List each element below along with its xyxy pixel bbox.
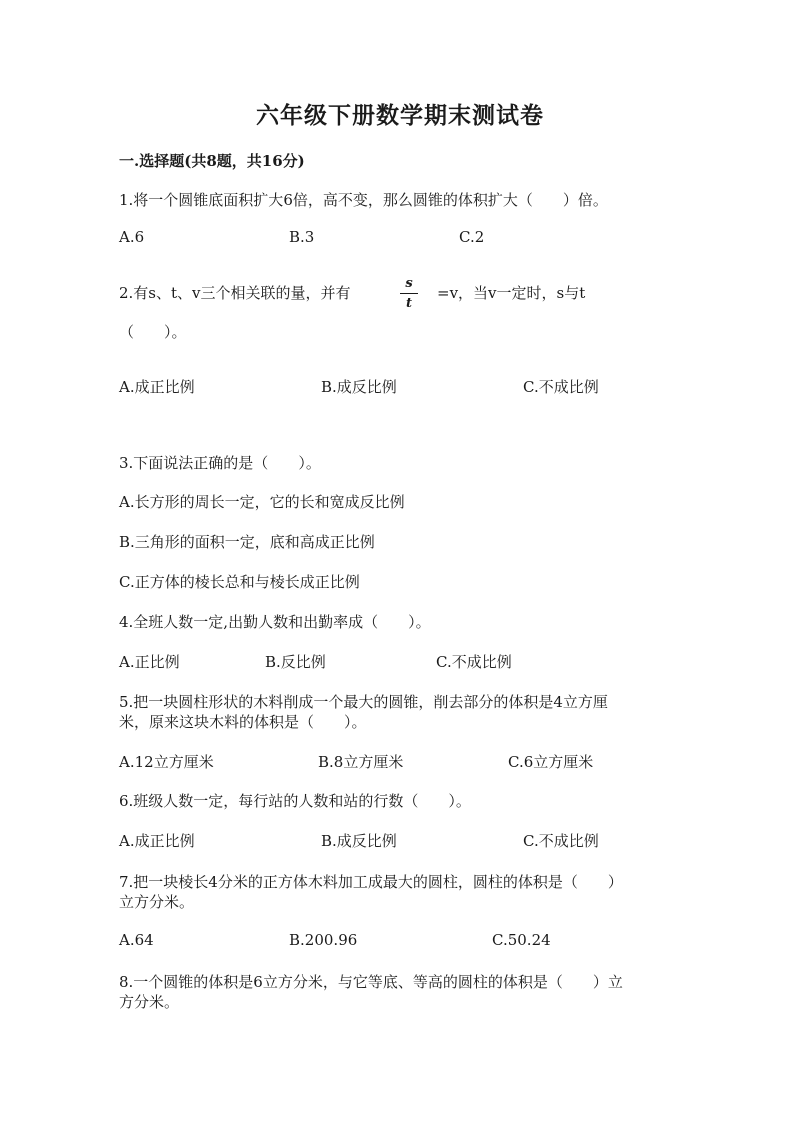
fraction-denominator: t xyxy=(405,296,412,311)
question-3-option-c[interactable]: C.正方体的棱长总和与棱长成正比例 xyxy=(119,573,360,591)
question-1-option-a[interactable]: A.6 xyxy=(119,228,145,246)
question-1-option-c[interactable]: C.2 xyxy=(459,228,485,246)
question-4-option-c[interactable]: C.不成比例 xyxy=(436,653,512,671)
section-heading: 一.选择题(共8题，共16分) xyxy=(119,152,305,170)
question-1-option-b[interactable]: B.3 xyxy=(289,228,315,246)
question-6-stem: 6.班级人数一定，每行站的人数和站的行数（ ）。 xyxy=(119,792,471,810)
question-6-option-a[interactable]: A.成正比例 xyxy=(119,832,195,850)
question-8-stem: 8.一个圆锥的体积是6立方分米，与它等底、等高的圆柱的体积是（ ）立 xyxy=(119,973,623,991)
question-7-stem: 7.把一块棱长4分米的正方体木料加工成最大的圆柱，圆柱的体积是（ ） xyxy=(119,873,623,891)
question-2-stem: 2.有s、t、v三个相关联的量，并有 xyxy=(119,284,351,302)
question-2-option-a[interactable]: A.成正比例 xyxy=(119,378,195,396)
question-5-stem: 5.把一块圆柱形状的木料削成一个最大的圆锥，削去部分的体积是4立方厘 xyxy=(119,693,608,711)
question-4-option-a[interactable]: A.正比例 xyxy=(119,653,180,671)
question-2-stem-cont: =v，当v一定时，s与t xyxy=(437,284,586,302)
question-7-option-c[interactable]: C.50.24 xyxy=(492,931,551,949)
question-7-option-a[interactable]: A.64 xyxy=(119,931,154,949)
question-4-stem: 4.全班人数一定,出勤人数和出勤率成（ ）。 xyxy=(119,613,431,631)
question-1-stem: 1.将一个圆锥底面积扩大6倍，高不变，那么圆锥的体积扩大（ ）倍。 xyxy=(119,191,608,209)
question-3-option-a[interactable]: A.长方形的周长一定，它的长和宽成反比例 xyxy=(119,493,405,511)
question-5-option-a[interactable]: A.12立方厘米 xyxy=(119,753,214,771)
fraction-bar xyxy=(400,293,418,294)
question-6-option-b[interactable]: B.成反比例 xyxy=(321,832,397,850)
question-5-option-b[interactable]: B.8立方厘米 xyxy=(318,753,404,771)
question-7-stem-line2: 立方分米。 xyxy=(119,893,195,911)
question-8-stem-line2: 方分米。 xyxy=(119,993,180,1011)
fraction-s-over-t xyxy=(398,276,420,311)
question-5-stem-line2: 米，原来这块木料的体积是（ ）。 xyxy=(119,713,367,731)
fraction-numerator: s xyxy=(405,276,413,291)
question-2-stem-line2: （ ）。 xyxy=(119,323,187,341)
page-title: 六年级下册数学期末测试卷 xyxy=(256,102,544,129)
question-2-option-c[interactable]: C.不成比例 xyxy=(523,378,599,396)
question-5-option-c[interactable]: C.6立方厘米 xyxy=(508,753,594,771)
question-3-option-b[interactable]: B.三角形的面积一定，底和高成正比例 xyxy=(119,533,375,551)
question-4-option-b[interactable]: B.反比例 xyxy=(265,653,326,671)
question-3-stem: 3.下面说法正确的是（ ）。 xyxy=(119,454,321,472)
question-2-option-b[interactable]: B.成反比例 xyxy=(321,378,397,396)
question-6-option-c[interactable]: C.不成比例 xyxy=(523,832,599,850)
question-7-option-b[interactable]: B.200.96 xyxy=(289,931,358,949)
